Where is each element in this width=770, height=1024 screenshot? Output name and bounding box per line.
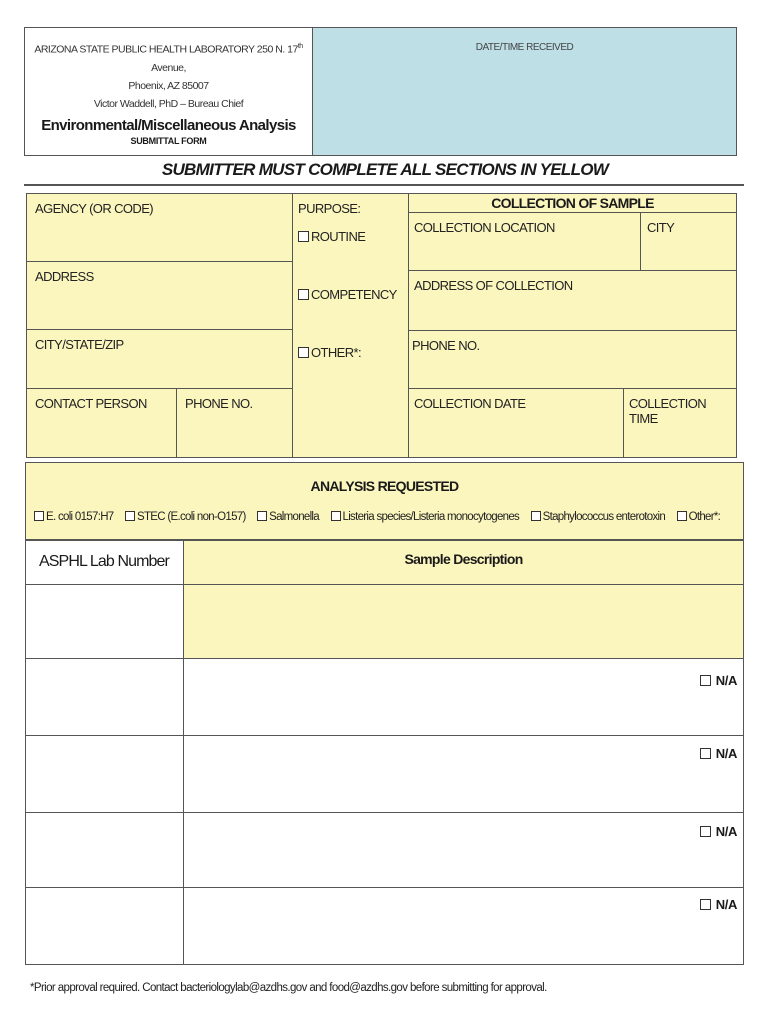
analysis-options [34,511,729,523]
collection-time-label: COLLECTION TIME [629,396,707,426]
na-option[interactable]: N/A [700,824,737,839]
header-divider [24,184,744,186]
description-header: Sample Description [404,551,523,567]
na-option[interactable]: N/A [700,897,737,912]
routine-checkbox[interactable] [298,231,309,242]
lab-address-line2: Phoenix, AZ 85007 [128,79,209,92]
na-checkbox[interactable] [700,675,711,686]
sample-description-cell[interactable] [183,887,744,965]
analysis-option-stec[interactable]: STEC (E.coli non-O157) [125,511,246,523]
lab-number-cell [25,658,184,736]
collection-city-field[interactable] [640,212,737,271]
purpose-other-option[interactable]: OTHER*: [298,345,361,360]
sample-description-cell[interactable] [183,735,744,813]
lab-number-header: ASPHL Lab Number [39,553,169,570]
lab-header [24,27,313,156]
collection-title-bar [408,193,737,213]
collection-location-label: COLLECTION LOCATION [414,220,555,235]
description-header-cell [183,540,744,585]
salmonella-checkbox[interactable] [257,511,267,521]
city-state-zip-label: CITY/STATE/ZIP [35,337,124,352]
na-option[interactable]: N/A [700,746,737,761]
footer-note: *Prior approval required. Contact bacteriologylab@azdhs.gov and food@azdhs.gov before submitting for approval. [30,982,547,994]
analysis-option-salmonella[interactable]: Salmonella [257,511,319,523]
staph-checkbox[interactable] [531,511,541,521]
purpose-label: PURPOSE: [298,201,361,216]
date-time-received-box[interactable] [312,27,737,156]
analysis-title: ANALYSIS REQUESTED [310,478,459,494]
analysis-option-listeria[interactable]: Listeria species/Listeria monocytogenes [331,511,520,523]
collection-phone-label: PHONE NO. [412,338,480,353]
agency-label: AGENCY (OR CODE) [35,201,154,216]
other-analysis-checkbox[interactable] [677,511,687,521]
address-field[interactable] [26,261,293,330]
analysis-option-other[interactable]: Other*: [677,511,721,523]
other-purpose-checkbox[interactable] [298,347,309,358]
instruction-banner: SUBMITTER MUST COMPLETE ALL SECTIONS IN YELLOW [161,160,609,179]
collection-title: COLLECTION OF SAMPLE [491,195,654,211]
submitter-phone-field[interactable] [176,388,293,458]
form-subtitle: SUBMITTAL FORM [130,135,207,146]
lab-number-cell [25,735,184,813]
collection-phone-field[interactable] [408,330,737,389]
form-title: Environmental/Miscellaneous Analysis [41,116,296,134]
competency-checkbox[interactable] [298,289,309,300]
sample-description-cell[interactable] [183,584,744,659]
contact-person-field[interactable] [26,388,177,458]
na-checkbox[interactable] [700,748,711,759]
lab-number-cell [25,584,184,659]
contact-person-label: CONTACT PERSON [35,396,147,411]
lab-number-cell [25,887,184,965]
agency-field[interactable] [26,193,293,262]
collection-location-field[interactable] [408,212,641,271]
collection-address-field[interactable] [408,270,737,331]
city-state-zip-field[interactable] [26,329,293,389]
sample-description-cell[interactable] [183,812,744,888]
lab-address-line1: ARIZONA STATE PUBLIC HEALTH LABORATORY 250 N. 17th Avenue, [34,43,303,74]
analysis-option-staph[interactable]: Staphylococcus enterotoxin [531,511,665,523]
collection-time-field[interactable] [623,388,737,458]
ecoli-checkbox[interactable] [34,511,44,521]
na-checkbox[interactable] [700,826,711,837]
stec-checkbox[interactable] [125,511,135,521]
address-label: ADDRESS [35,269,94,284]
analysis-requested-section [25,462,744,540]
lab-number-cell [25,812,184,888]
listeria-checkbox[interactable] [331,511,341,521]
collection-date-label: COLLECTION DATE [414,396,526,411]
lab-number-header-cell [25,540,184,585]
na-checkbox[interactable] [700,899,711,910]
analysis-option-ecoli[interactable]: E. coli 0157:H7 [34,511,114,523]
submitter-phone-label: PHONE NO. [185,396,253,411]
na-option[interactable]: N/A [700,673,737,688]
collection-city-label: CITY [647,220,675,235]
purpose-routine-option[interactable]: ROUTINE [298,229,365,244]
collection-date-field[interactable] [408,388,624,458]
collection-address-label: ADDRESS OF COLLECTION [414,278,573,293]
purpose-box [292,193,409,458]
sample-description-cell[interactable] [183,658,744,736]
date-time-received-label: DATE/TIME RECEIVED [475,42,574,53]
purpose-competency-option[interactable]: COMPETENCY [298,287,397,302]
lab-chief-line: Victor Waddell, PhD – Bureau Chief [93,97,244,110]
